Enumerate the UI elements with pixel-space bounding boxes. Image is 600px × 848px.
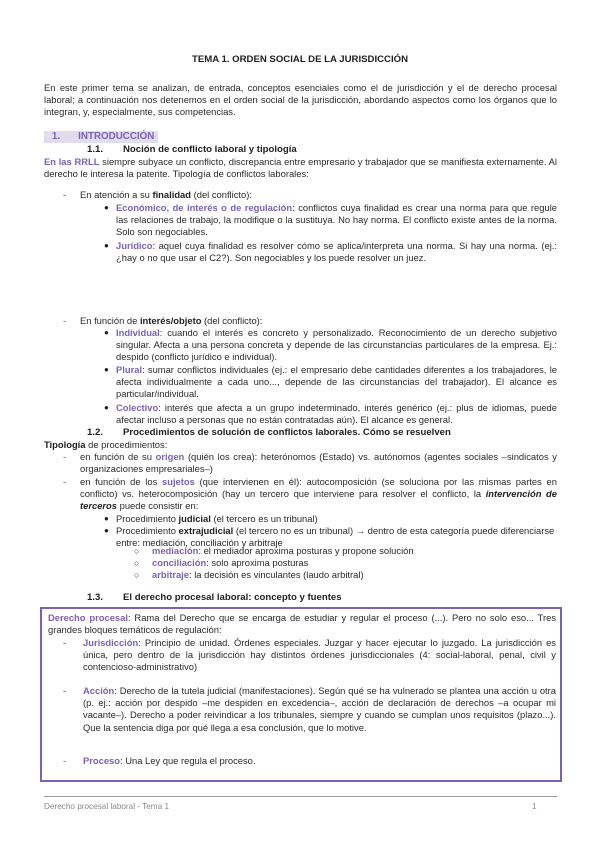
bullet-marker: ● [104, 526, 109, 535]
box-item-proceso: Proceso: Una Ley que regula el proceso. [83, 755, 256, 766]
page-number: 1 [532, 802, 537, 811]
bullet-marker: ● [104, 328, 109, 337]
box-item-accion: Acción: Derecho de la tutela judicial (manifestaciones). Según qué se ha vulnerado se plantea una acción u otra (p. ej.: acción por despido –me despiden en excedencia–, acción de declaración de derechos –a ocupar mi vacante–). Derecho a poder reivindicar a los tribunales, siempre y cuando se cumplan unos requisitos (plazo...). Que la sentencia diga por qué llega a esa conclusión, que lo motive. [83, 685, 556, 733]
sujetos-item: en función de los sujetos (que intervienen en él): autocomposición (se soluciona por las mismas partes en conflicto) vs. heterocomposición (hay un tercero que interviene para resolver el conflicto, la intervención de terceros puede consistir en: [80, 476, 557, 512]
list-item-individual: Individual: cuando el interés es concreto y personalizado. Reconocimiento de un derecho subjetivo singular. Afecta a una persona concreta y depende de las circunstancias particulares de la empresa. Ej.: despido (conflicto jurídico e individual). [116, 327, 557, 363]
subsection-heading-1-1: 1.1. Noción de conflicto laboral y tipología [87, 144, 297, 155]
procedimiento-judicial: Procedimiento judicial (el tercero es un tribunal) [116, 513, 318, 524]
dash-marker: - [63, 755, 67, 766]
dash-marker: - [63, 189, 67, 200]
list-item-colectivo: Colectivo: interés que afecta a un grupo indeterminado, interés genérico (ej.: plus de idiomas, puede afectar incluso a personas que no están contratadas aún). El alcance es general. [116, 402, 557, 426]
bullet-marker: ● [104, 365, 109, 374]
list-item-economico: Económico, de interés o de regulación: conflictos cuya finalidad es crear una norma para que regule las relaciones de trabajo, la modifique o la sustituya. No hay norma. El conflicto existe antes de la norma. Solo son negociables. [116, 202, 557, 238]
circle-marker: ○ [134, 558, 140, 568]
page-title: TEMA 1. ORDEN SOCIAL DE LA JURISDICCIÓN [191, 54, 409, 65]
section-heading-introduccion: 1. INTRODUCCIÓN [44, 131, 158, 143]
intro-paragraph: En este primer tema se analizan, de entrada, conceptos esenciales como el de jurisdicción y el de derecho procesal laboral; a continuación nos detenemos en el orden social de la jurisdicción, abordando aspectos como los órganos que lo integran, y, especialmente, sus competencias. [44, 82, 557, 118]
extra-item-conciliacion: conciliación: solo aproxima posturas [152, 557, 309, 568]
origen-item: en función de su origen (quién los crea): heterónomos (Estado) vs. autónomos (agentes sociales –sindicatos y organizaciones empresariales–) [80, 451, 557, 475]
extra-item-mediacion: mediación: el mediador aproxima posturas y propone solución [152, 545, 414, 556]
subsection-heading-1-3: 1.3. El derecho procesal laboral: concepto y fuentes [87, 592, 342, 603]
rrll-paragraph: En las RRLL siempre subyace un conflicto, discrepancia entre empresario y trabajador que se manifiesta externamente. Al derecho le interesa la patente. Tipología de conflictos laborales: [44, 156, 558, 180]
interes-line: En función de interés/objeto (del conflicto): [80, 315, 263, 326]
tipologia-line: Tipología de procedimientos: [44, 439, 168, 450]
dash-marker: - [63, 637, 67, 648]
extra-item-arbitraje: arbitraje: la decisión es vinculantes (laudo arbitral) [152, 569, 364, 580]
rrll-lead: En las RRLL [44, 156, 100, 167]
list-item-plural: Plural: sumar conflictos individuales (ej.: el empresario debe cantidades diferentes a los trabajadores, le afecta individualmente a cada uno..., depende de las circunstancias del trabajador). El alcance es particular/individual. [116, 364, 557, 400]
bullet-marker: ● [104, 514, 109, 523]
derecho-procesal-paragraph: Derecho procesal: Rama del Derecho que se encarga de estudiar y regular el proceso (...). Pero no solo eso... Tres grandes bloques temáticos de regulación: [48, 612, 557, 636]
dash-marker: - [63, 451, 67, 462]
footer-divider [44, 796, 557, 797]
dash-marker: - [63, 685, 67, 696]
subsection-heading-1-2: 1.2. Procedimientos de solución de conflictos laborales. Cómo se resuelven [87, 427, 451, 438]
box-item-jurisdiccion: Jurisdicción: Principio de unidad. Órdenes especiales. Juzgar y hacer ejecutar lo juzgado. La jurisdicción es única, pero dentro de la jurisdicción hay distintos órdenes jurisdiccionales (4: social-laboral, penal, civil y contencioso-administrativo) [83, 637, 556, 673]
dash-marker: - [63, 476, 67, 487]
circle-marker: ○ [134, 570, 140, 580]
finalidad-line: En atención a su finalidad (del conflicto): [80, 189, 252, 200]
procedimiento-extrajudicial: Procedimiento extrajudicial (el tercero no es un tribunal) → dentro de esta categoría puede diferenciarse entre: mediación, conciliación y arbitraje [116, 525, 555, 549]
footer-text: Derecho procesal laboral - Tema 1 [44, 802, 169, 811]
list-item-juridico: Jurídico: aquel cuya finalidad es resolver cómo se aplica/interpreta una norma. Si hay una norma. (ej.: ¿hay o no que usar el C2?). Son negociables y los puede resolver un juez. [116, 240, 557, 264]
circle-marker: ○ [134, 546, 140, 556]
bullet-marker: ● [104, 403, 109, 412]
dash-marker: - [63, 315, 67, 326]
bullet-marker: ● [104, 203, 109, 212]
bullet-marker: ● [104, 241, 109, 250]
